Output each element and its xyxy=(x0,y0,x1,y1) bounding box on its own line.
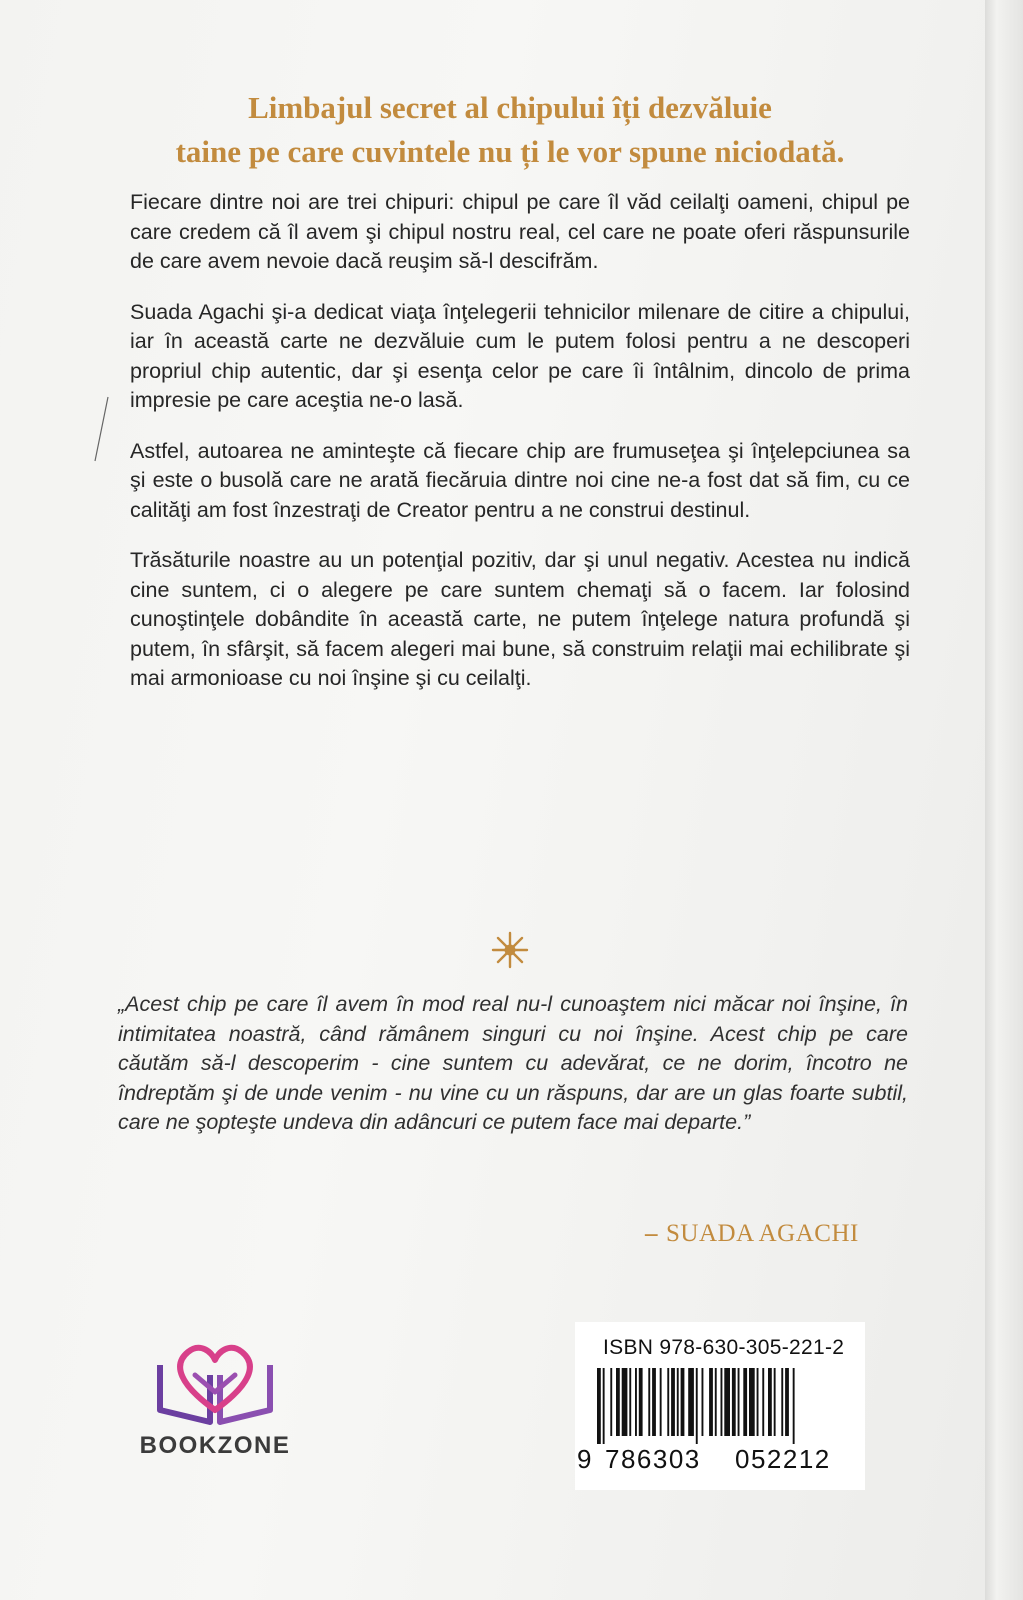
cover-scratch xyxy=(92,395,112,465)
barcode-bar xyxy=(629,1368,631,1436)
barcode-bar xyxy=(652,1368,656,1436)
headline-line2: taine pe care cuvintele nu ți le vor spune niciodată. xyxy=(175,134,845,169)
isbn-barcode-block xyxy=(575,1322,865,1490)
author-quote: „Acest chip pe care îl avem în mod real nu-l cunoaştem nici măcar noi înşine, în intimitatea noastră, când rămânem singuri cu noi înşine. Acest chip pe care căutăm să-l descoperim - cine suntem cu adevărat, ce ne dorim, încotro ne îndreptăm şi de unde venim - nu vine cu un răspuns, dar are un glas foarte subtil, care ne şopteşte undeva din adâncuri ce putem face mai departe.” xyxy=(118,992,908,1134)
barcode-bar xyxy=(785,1368,789,1436)
barcode-bar xyxy=(622,1368,628,1436)
barcode-bars xyxy=(575,1368,865,1446)
barcode-bar xyxy=(762,1368,764,1436)
barcode-bar xyxy=(688,1368,694,1436)
barcode-bar xyxy=(603,1368,605,1444)
barcode-bar xyxy=(667,1368,669,1436)
publisher-name: BOOKZONE xyxy=(139,1432,291,1459)
barcode-bar xyxy=(768,1368,772,1436)
barcode-bar xyxy=(721,1368,723,1436)
paragraph-1: Fiecare dintre noi are trei chipuri: chipul pe care îl văd ceilalţi oameni, chipul pe care credem că îl avem şi chipul nostru real, cel care ne poate oferi răspunsurile de care avem nevoie dacă reuşim să-l descifrăm. xyxy=(130,190,910,273)
barcode-bar xyxy=(671,1368,675,1436)
barcode-bar xyxy=(597,1368,601,1444)
barcode-bar xyxy=(648,1368,650,1436)
barcode-bar xyxy=(724,1368,730,1436)
barcode-bar xyxy=(610,1368,612,1436)
barcode-bar xyxy=(616,1368,620,1436)
barcode-bar xyxy=(702,1368,704,1436)
barcode-bar xyxy=(715,1368,717,1436)
barcode-bar xyxy=(749,1368,755,1436)
paragraph-2: Suada Agachi şi-a dedicat viaţa înţelegerii tehnicilor milenare de citire a chipului, iar în această carte ne dezvăluie cum le putem folosi pentru a ne descoperi propriul chip autentic, dar şi esenţa celor pe care îi întâlnim, dincolo de prima impresie pe care aceştia ne-o lasă. xyxy=(130,299,910,412)
isbn-label: ISBN 978-630-305-221-2 xyxy=(603,1336,845,1359)
star-ornament-icon xyxy=(490,930,530,970)
barcode-bar xyxy=(635,1368,637,1436)
author-dash: – xyxy=(645,1220,658,1247)
barcode-bar xyxy=(732,1368,736,1436)
barcode-bar xyxy=(743,1368,747,1436)
barcode-bar xyxy=(639,1368,643,1436)
barcode-bar xyxy=(781,1368,783,1436)
headline xyxy=(110,86,910,174)
barcode-bar xyxy=(757,1368,759,1436)
publisher-logo xyxy=(130,1330,300,1470)
description xyxy=(130,188,910,715)
headline-rest: îți dezvăluie xyxy=(604,90,772,125)
barcode-bar xyxy=(696,1368,698,1444)
barcode-bar xyxy=(774,1368,776,1436)
barcode-digit-first: 9 xyxy=(577,1444,593,1474)
cover-edge xyxy=(985,0,1023,1600)
quote-author xyxy=(645,1220,905,1248)
barcode-bar xyxy=(660,1368,662,1436)
paragraph-3: Astfel, autoarea ne aminteşte că fiecare chip are frumuseţea şi înţelepciunea sa şi este o busolă care ne arată fiecăruia dintre noi cine ne-a fost dat să fim, cu ce calităţi am fost înzestraţi de Creator pentru a ne construi destinul. xyxy=(130,438,910,522)
barcode-bar xyxy=(793,1368,795,1444)
barcode-digits-left: 786303 xyxy=(605,1444,701,1474)
heart-book-icon xyxy=(150,1330,280,1430)
barcode-bar xyxy=(681,1368,685,1436)
barcode-bar xyxy=(677,1368,679,1436)
barcode-digits-right: 052212 xyxy=(735,1444,831,1474)
barcode-bar xyxy=(709,1368,713,1436)
headline-bold: Limbajul secret al chipului xyxy=(248,90,605,125)
author-name: SUADA AGACHI xyxy=(666,1220,859,1247)
paragraph-4: Trăsăturile noastre au un potenţial pozitiv, dar şi unul negativ. Acestea nu indică cine suntem, ci o alegere pe care suntem chemaţi să o facem. Iar folosind cunoştinţele dobândite în această carte, ne putem înţelege natura profundă şi putem, în sfârşit, să facem alegeri mai bune, să construim relaţii mai echilibrate şi mai armonioase cu noi înşine şi cu ceilalţi. xyxy=(130,548,910,690)
barcode-bar xyxy=(738,1368,740,1436)
